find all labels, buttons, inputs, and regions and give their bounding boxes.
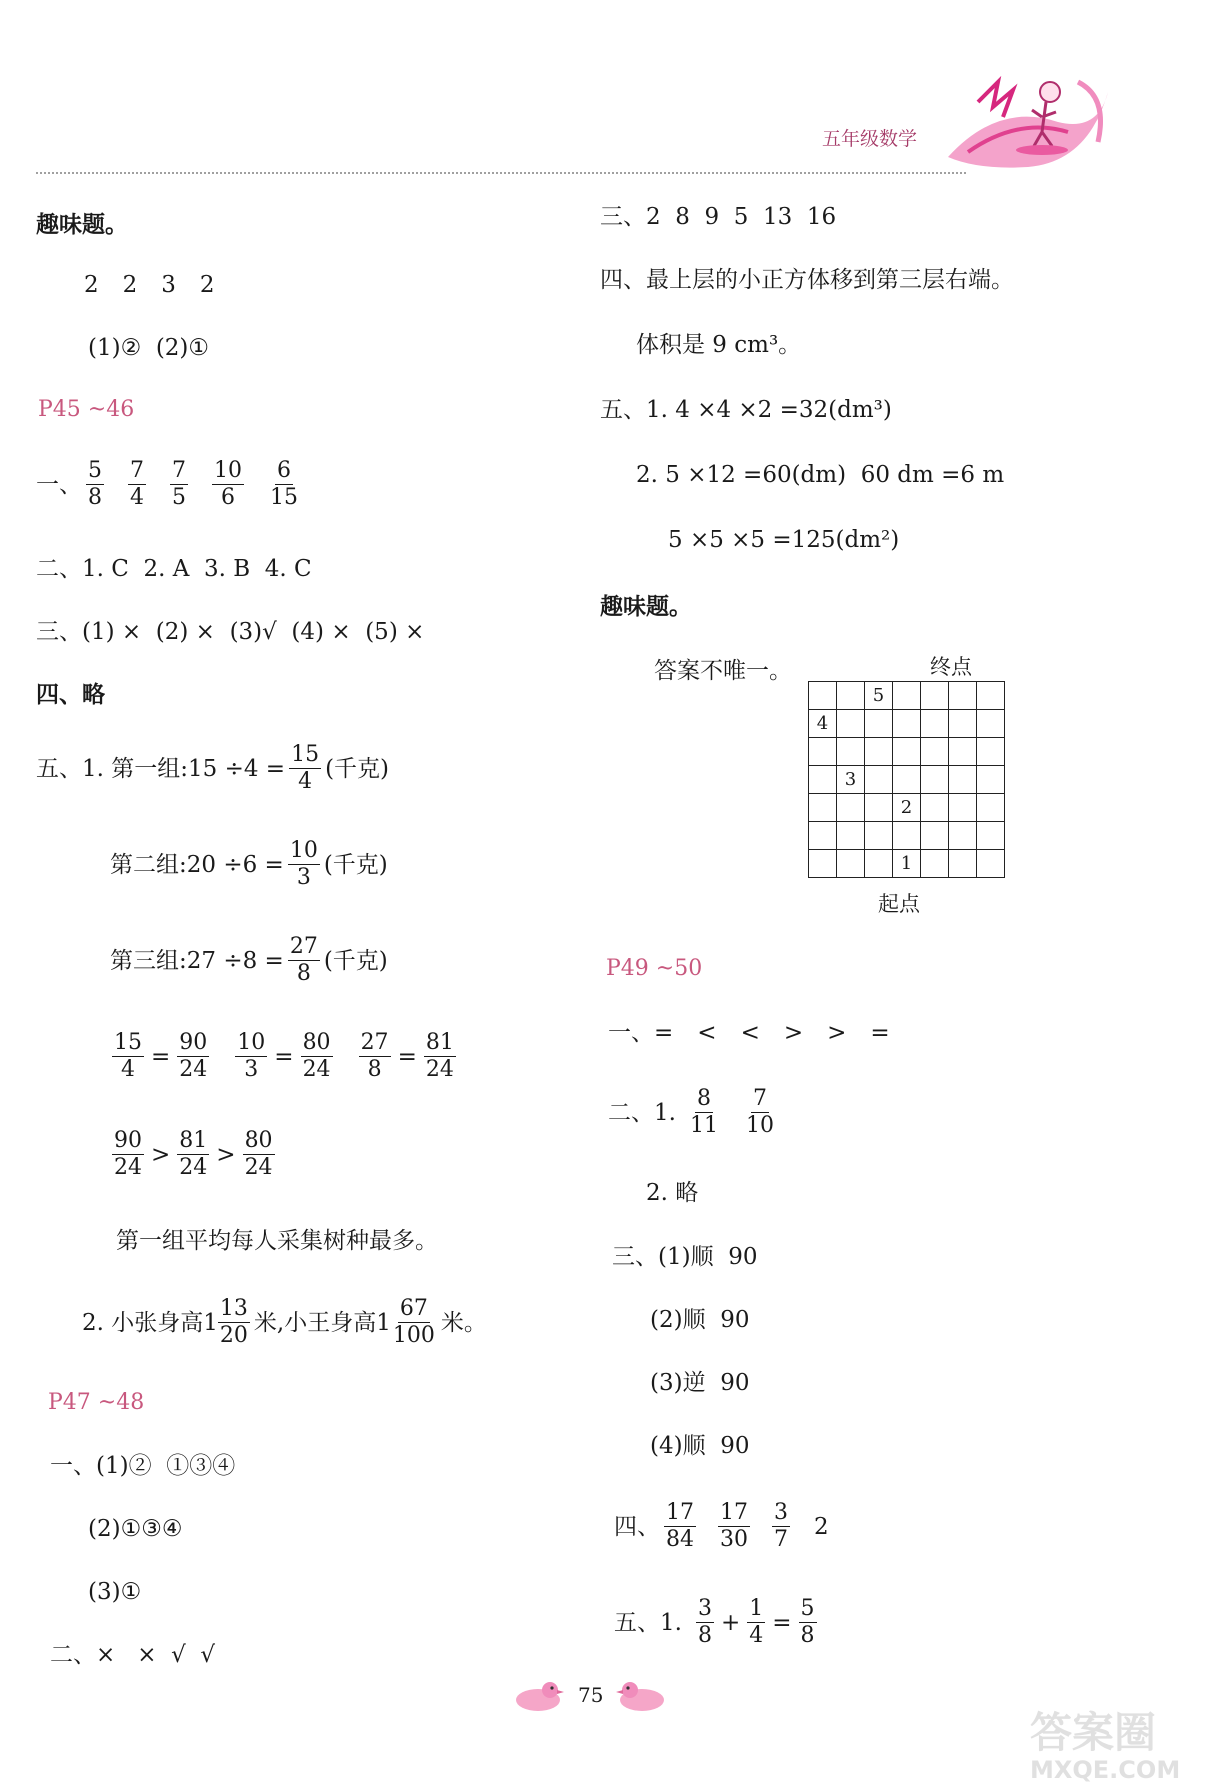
section-heading-p47: P47 ~48 (48, 1390, 145, 1415)
grid-cell-1: 1 (893, 850, 921, 878)
left-q5-2: 2. 小张身高1 $\frac{13}{20}$ 米,小王身高1 $\frac{67}{100}$ 米。 (82, 1296, 487, 1348)
fraction: $\frac{17}{30}$ (720, 1500, 748, 1552)
fraction: $\frac{1}{4}$ (749, 1596, 764, 1648)
left-q3: 三、(1) × (2) × (3)√ (4) × (5) × (36, 619, 425, 645)
fraction: $\frac{3}{7}$ (774, 1500, 788, 1552)
fraction: $\frac{81}{24}$ (425, 1030, 454, 1082)
fraction: $\frac{17}{84}$ (666, 1500, 694, 1552)
fraction: $\frac{80}{24}$ (302, 1030, 331, 1082)
fraction: $\frac{8}{11}$ (689, 1086, 718, 1138)
fraction: $\frac{7}{5}$ (172, 458, 186, 510)
page-number: 75 (578, 1683, 604, 1707)
grid-start-label: 起点 (878, 892, 920, 916)
right-q4a: 四、最上层的小正方体移到第三层右端。 (600, 267, 1014, 293)
fraction: $\frac{80}{24}$ (244, 1128, 273, 1180)
left-equivalent-fractions: $\frac{15}{4}$ = $\frac{90}{24}$ $\frac{10}{3}$ = $\frac{80}{24}$ $\frac{27}{8}$ = $\frac{81}{24}$ (114, 1030, 454, 1082)
left-q1: 一、 $\frac{5}{8}$ $\frac{7}{4}$ $\frac{7}{5}$ $\frac{10}{6}$ $\frac{6}{15}$ (36, 458, 298, 510)
grid-cell-5: 5 (865, 682, 893, 710)
path-grid (808, 681, 1005, 878)
right-s3-q3-3: (3)逆 90 (650, 1370, 750, 1396)
left-s2-q1b: (2)①③④ (88, 1516, 183, 1542)
right-q3: 三、2 8 9 5 13 16 (600, 204, 837, 230)
surfer-mascot-icon (938, 62, 1113, 172)
right-s3-q3-4: (4)顺 90 (650, 1433, 750, 1459)
watermark-logo: 答案圈 (1030, 1708, 1157, 1757)
fraction: $\frac{10}{3}$ (237, 1030, 266, 1082)
fraction: $\frac{10}{6}$ (214, 458, 242, 510)
fraction: $\frac{90}{24}$ (114, 1128, 142, 1180)
left-s2-q1a: 一、(1)② ①③④ (50, 1453, 236, 1479)
left-fun-row1: 2 2 3 2 (84, 272, 215, 298)
section-heading-p49: P49 ~50 (606, 956, 703, 981)
right-q5b: 2. 5 ×12 =60(dm) 60 dm =6 m (636, 462, 1005, 488)
fraction: $\frac{90}{24}$ (179, 1030, 208, 1082)
right-fun-note: 答案不唯一。 (654, 658, 792, 684)
pink-bird-left-icon (512, 1678, 564, 1714)
right-s3-q4: 四、 $\frac{17}{84}$ $\frac{17}{30}$ $\frac{3}{7}$ 2 (614, 1500, 829, 1552)
fraction: $\frac{13}{20}$ (219, 1296, 248, 1348)
fraction: $\frac{3}{8}$ (697, 1596, 712, 1648)
fraction: $\frac{10}{3}$ (289, 838, 318, 890)
left-q2: 二、1. C 2. A 3. B 4. C (36, 556, 312, 582)
fraction: $\frac{6}{15}$ (270, 458, 298, 510)
left-q5-group1: 五、1. 第一组:15 ÷4 = $\frac{15}{4}$ (千克) (36, 742, 390, 794)
fraction: $\frac{7}{10}$ (745, 1086, 774, 1138)
left-q5-group2: 第二组:20 ÷6 = $\frac{10}{3}$ (千克) (110, 838, 388, 890)
left-q4: 四、略 (36, 681, 105, 708)
right-fun-title: 趣味题。 (600, 593, 692, 620)
fraction: $\frac{5}{8}$ (800, 1596, 815, 1648)
fraction: $\frac{27}{8}$ (289, 934, 318, 986)
right-q5a: 五、1. 4 ×4 ×2 =32(dm³) (600, 397, 892, 423)
fraction: $\frac{67}{100}$ (392, 1296, 435, 1348)
grid-cell-4: 4 (809, 710, 837, 738)
grid-cell-2: 2 (893, 794, 921, 822)
right-s3-q3-1: 三、(1)顺 90 (612, 1244, 758, 1270)
left-conclusion: 第一组平均每人采集树种最多。 (116, 1228, 438, 1254)
fraction: $\frac{27}{8}$ (360, 1030, 389, 1082)
watermark-url: MXQE.COM (1030, 1756, 1181, 1784)
fraction: $\frac{81}{24}$ (179, 1128, 208, 1180)
left-comparison: $\frac{90}{24}$ > $\frac{81}{24}$ > $\frac{80}{24}$ (114, 1128, 273, 1180)
grid-end-label: 终点 (930, 655, 972, 679)
right-s3-q2: 二、1. $\frac{8}{11}$ $\frac{7}{10}$ (608, 1086, 774, 1138)
header-title: 五年级数学 (822, 128, 918, 150)
left-q5-group3: 第三组:27 ÷8 = $\frac{27}{8}$ (千克) (110, 934, 388, 986)
grid-cell-3: 3 (837, 766, 865, 794)
left-fun-title: 趣味题。 (36, 211, 128, 238)
right-s3-q1: 一、= < < > > = (608, 1020, 890, 1046)
fraction: $\frac{15}{4}$ (291, 742, 320, 794)
left-s2-q1c: (3)① (88, 1579, 142, 1605)
section-heading-p45: P45 ~46 (38, 397, 135, 422)
fraction: $\frac{5}{8}$ (88, 458, 102, 510)
right-q5c: 5 ×5 ×5 =125(dm²) (668, 527, 900, 553)
right-s3-q2b: 2. 略 (646, 1180, 699, 1206)
fraction: $\frac{15}{4}$ (114, 1030, 142, 1082)
pink-bird-right-icon (616, 1678, 668, 1714)
right-q4b: 体积是 9 cm³。 (636, 332, 802, 358)
right-s3-q5: 五、1. $\frac{3}{8}$ + $\frac{1}{4}$ = $\frac{5}{8}$ (614, 1596, 815, 1648)
left-fun-row2: (1)② (2)① (88, 335, 210, 361)
right-s3-q3-2: (2)顺 90 (650, 1307, 750, 1333)
header-divider (36, 172, 966, 174)
fraction: $\frac{7}{4}$ (130, 458, 144, 510)
left-s2-q2: 二、× × √ √ (50, 1642, 216, 1668)
